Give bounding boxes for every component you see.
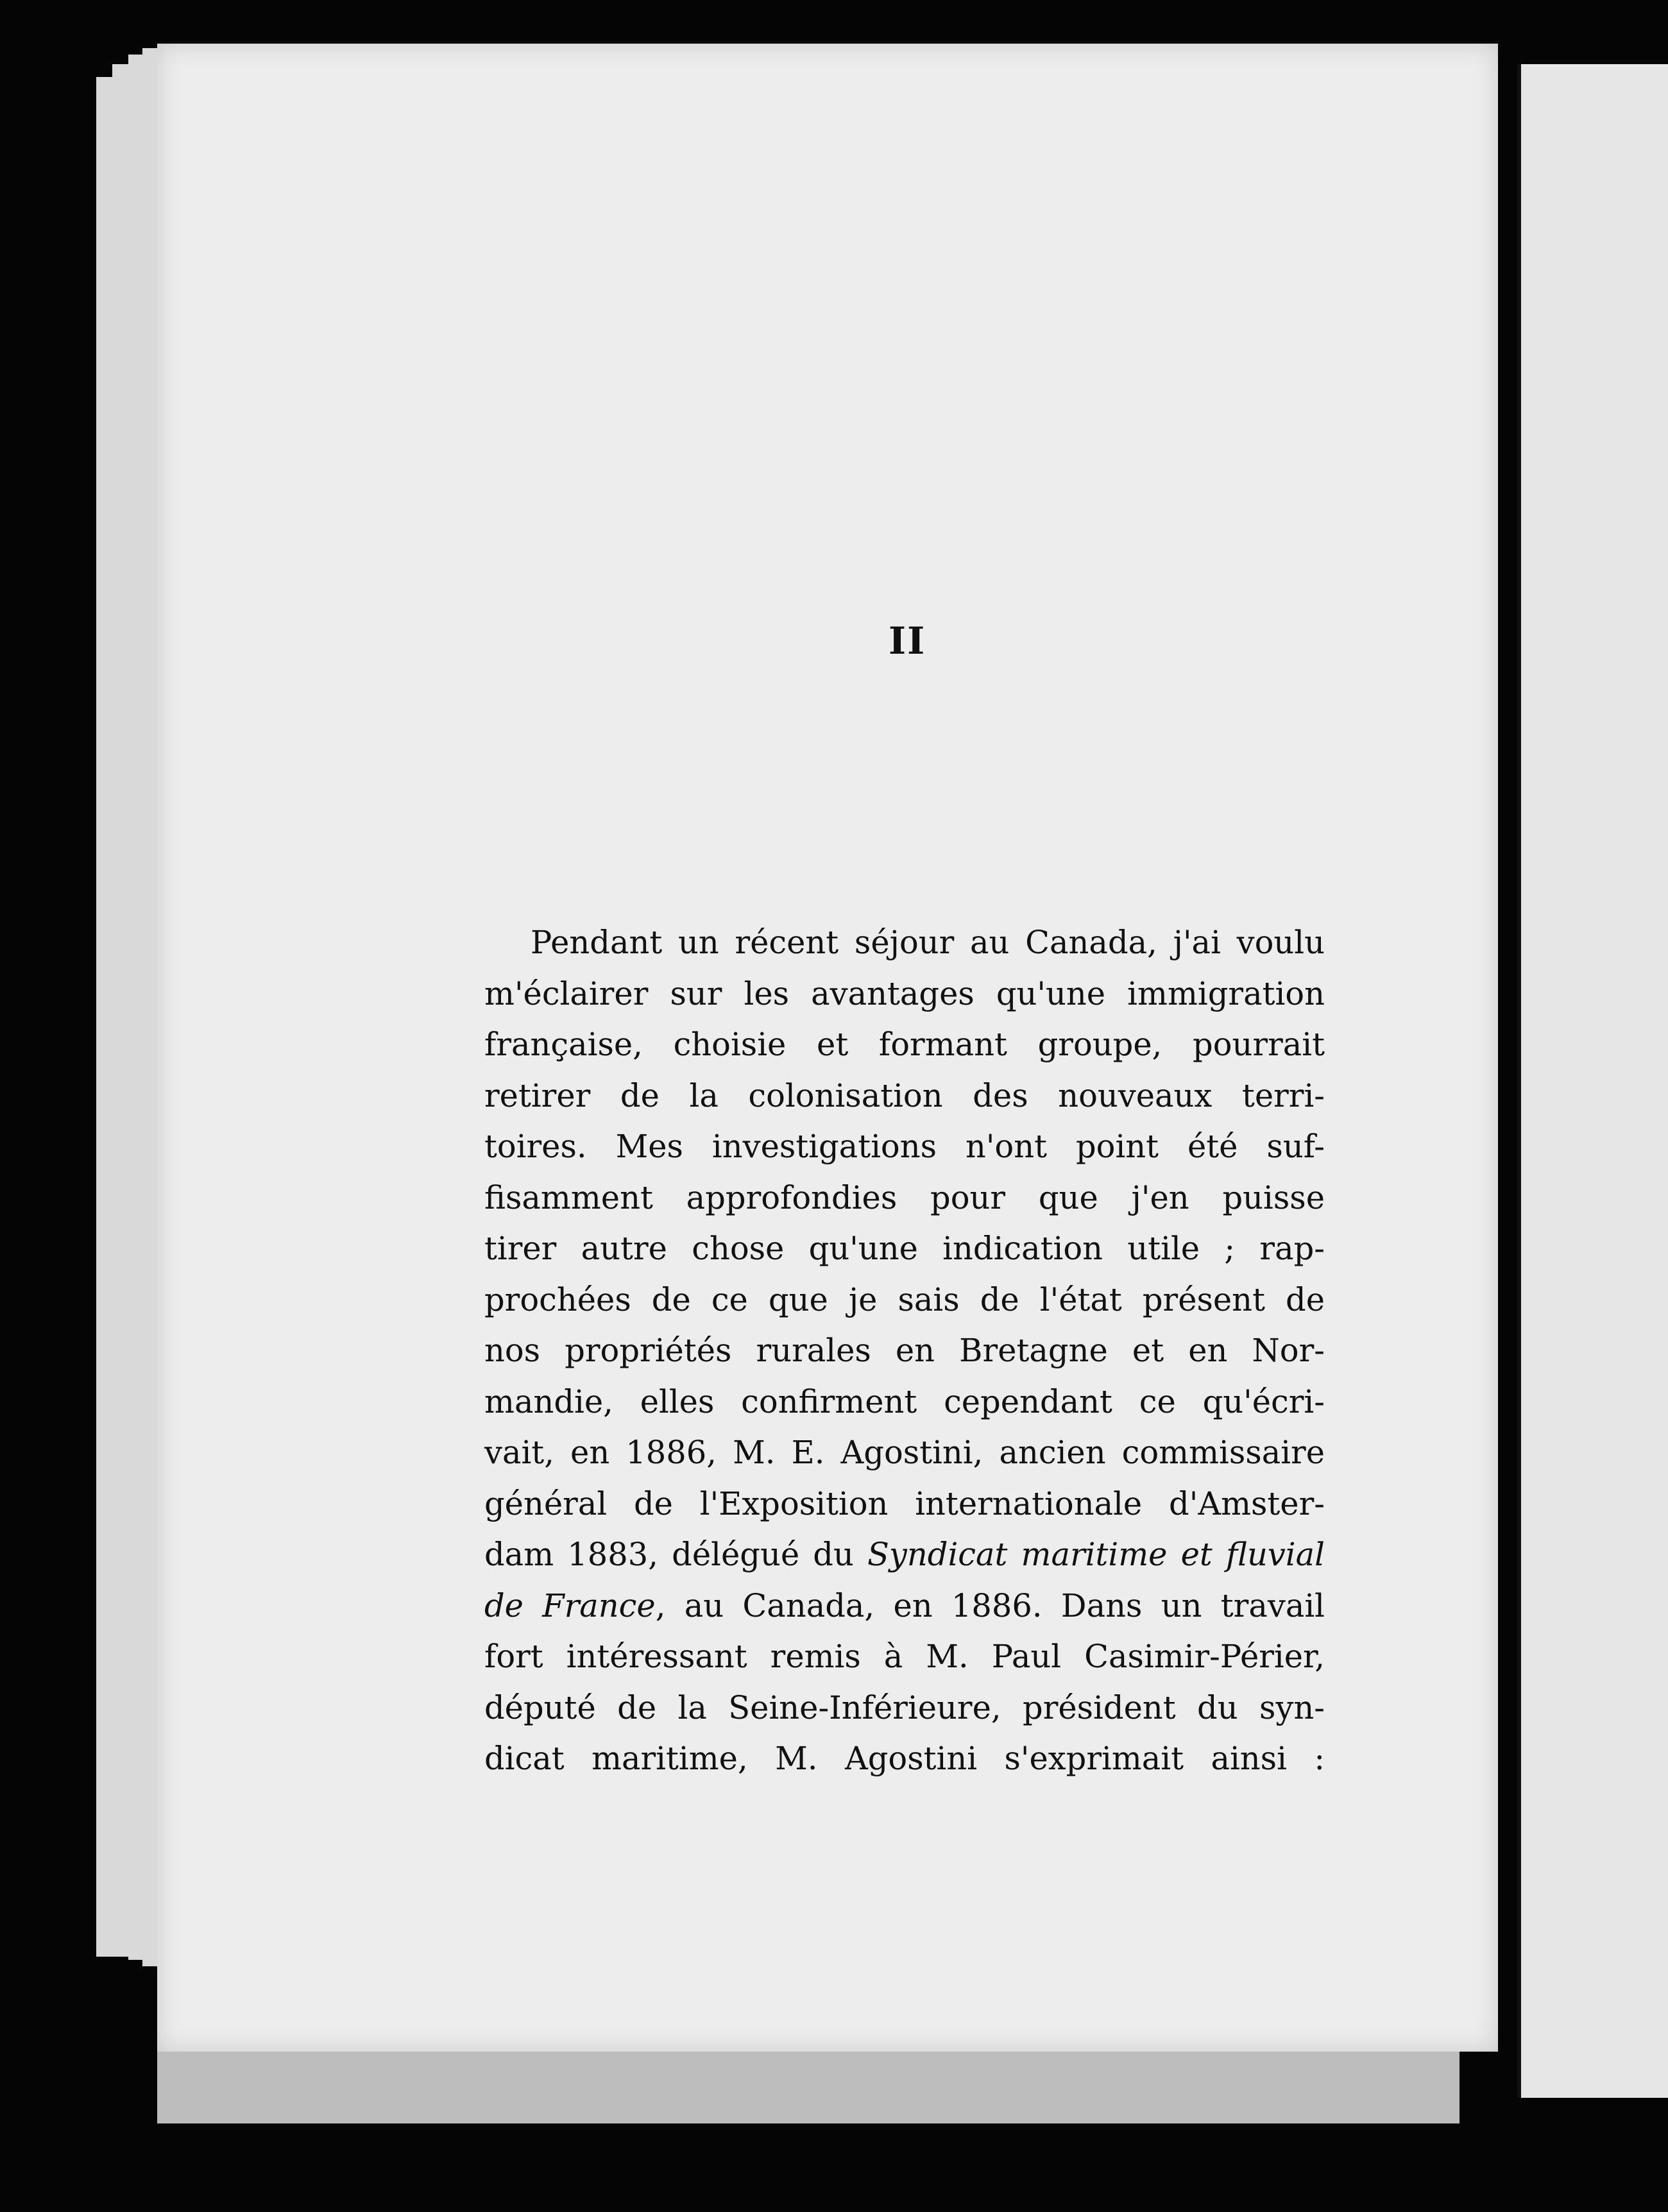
- text-line: toires. Mes investigations n'ont point été suf-: [484, 1128, 1325, 1165]
- text-line: prochées de ce que je sais de l'état présent de: [484, 1280, 1325, 1318]
- text-line: général de l'Exposition internationale d'Amster-: [484, 1485, 1325, 1522]
- text-line: tirer autre chose qu'une indication utile ; rap-: [484, 1230, 1325, 1267]
- body-paragraph: [484, 917, 1325, 1785]
- chapter-numeral: II: [889, 619, 926, 663]
- text-line-with-italic: [484, 1581, 1325, 1632]
- italic-text-run: Syndicat maritime et fluvial: [867, 1536, 1325, 1573]
- italic-text-run: de France: [484, 1587, 656, 1624]
- text-line: fort intéressant remis à M. Paul Casimir-Périer,: [484, 1638, 1325, 1675]
- text-line: Pendant un récent séjour au Canada, j'ai voulu: [531, 924, 1325, 961]
- text-line: député de la Seine-Inférieure, président du syn-: [484, 1689, 1325, 1726]
- text-line: dicat maritime, M. Agostini s'exprimait ainsi :: [484, 1740, 1325, 1777]
- facing-page-edge: [1517, 64, 1668, 2098]
- text-line: vait, en 1886, M. E. Agostini, ancien commissaire: [484, 1434, 1325, 1471]
- text-line: française, choisie et formant groupe, pourrait: [484, 1026, 1325, 1063]
- text-run: , au Canada, en 1886. Dans un travail: [655, 1587, 1325, 1624]
- text-line: fisamment approfondies pour que j'en puisse: [484, 1178, 1325, 1216]
- text-run: dam 1883, délégué du: [484, 1536, 867, 1573]
- page-bottom-edge: [157, 2050, 1460, 2123]
- text-line-with-italic: [484, 1529, 1325, 1581]
- text-line: retirer de la colonisation des nouveaux terri-: [484, 1076, 1325, 1114]
- text-line: mandie, elles confirment cependant ce qu'écri-: [484, 1382, 1325, 1420]
- text-line: nos propriétés rurales en Bretagne et en Nor-: [484, 1332, 1325, 1369]
- text-line: m'éclairer sur les avantages qu'une immigration: [484, 974, 1325, 1012]
